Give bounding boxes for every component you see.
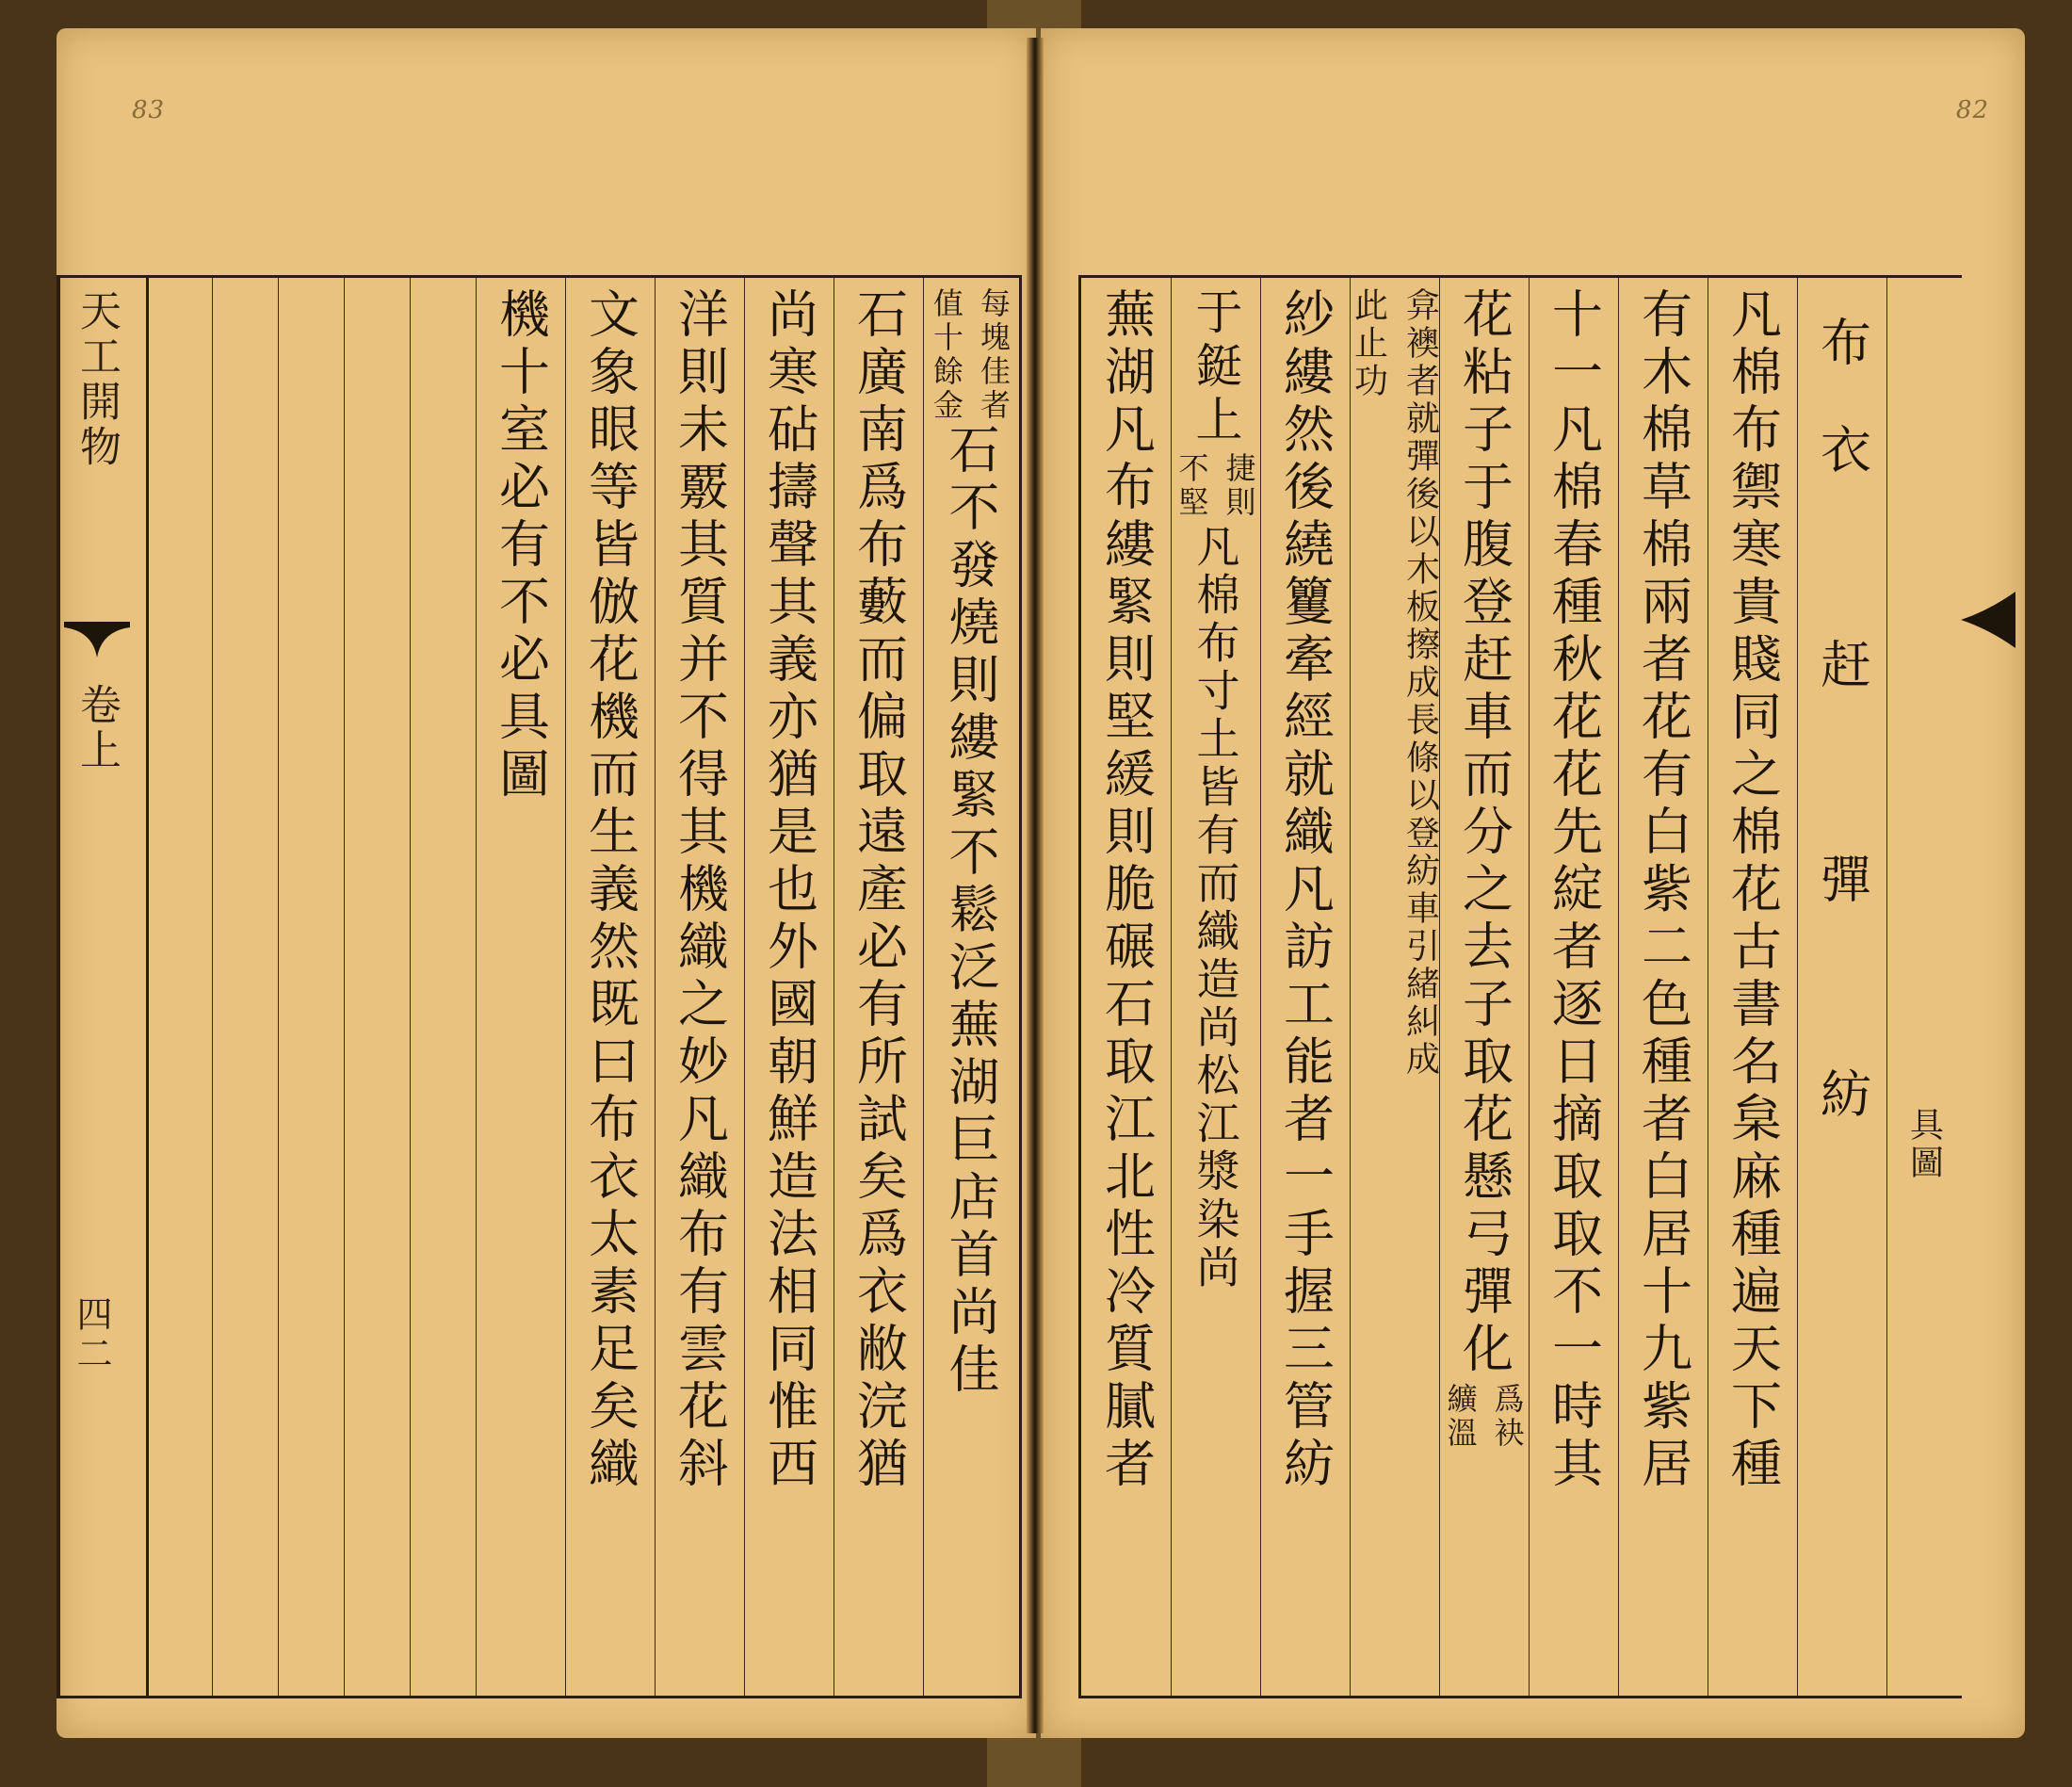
binding-thread-bottom — [987, 1733, 1081, 1787]
text-column — [1350, 278, 1440, 1696]
folio-number-right: 82 — [1955, 96, 1989, 124]
text-column — [1708, 278, 1798, 1696]
note-line: 不堅 — [1174, 452, 1210, 520]
note-line: 爲袂 — [1489, 1383, 1526, 1451]
column-text: 紗縷然後繞籰牽經就織凡訪工能者一手握三管紡 — [1275, 287, 1335, 1494]
column-text: 尚寒砧擣聲其義亦猶是也外國朝鮮造法相同惟西 — [759, 287, 819, 1494]
book-title: 天工開物 — [73, 289, 121, 470]
column-text: 于鋌上 — [1188, 287, 1243, 448]
text-column — [655, 278, 745, 1696]
interlinear-note — [1345, 287, 1445, 1079]
section-title: 布衣 赶 彈 紡 — [1812, 316, 1872, 1175]
interlinear-note — [1171, 452, 1261, 520]
right-page — [1041, 28, 2025, 1738]
blank-column — [278, 278, 345, 1696]
text-column — [1439, 278, 1530, 1696]
text-column — [1081, 278, 1172, 1696]
heading-column — [1797, 278, 1887, 1696]
column-text: 十一凡棉春種秋花花先綻者逐日摘取取不一時其 — [1544, 287, 1604, 1494]
blank-column — [410, 278, 477, 1696]
interlinear-note — [1439, 1383, 1530, 1451]
column-text: 文象眼等皆倣花機而生義然既曰布衣太素足矣織 — [580, 287, 640, 1494]
note-line: 捷則 — [1221, 452, 1257, 520]
column-text: 蕪湖凡布縷緊則堅緩則脆碾石取江北性冷質膩者 — [1096, 287, 1157, 1494]
heading-note: 具圖 — [1904, 1107, 1944, 1182]
text-column — [834, 278, 924, 1696]
blank-column — [146, 278, 213, 1696]
book-gutter — [1027, 38, 1044, 1733]
right-text-frame — [1078, 275, 1962, 1698]
left-page — [57, 28, 1036, 1738]
note-line: 此止功 — [1349, 287, 1388, 400]
column-text: 洋則未覈其質并不得其機織之妙凡織布有雲花斜 — [670, 287, 730, 1494]
text-column — [1529, 278, 1619, 1696]
blank-column — [344, 278, 411, 1696]
left-text-frame — [57, 275, 1022, 1698]
text-column — [476, 278, 566, 1696]
text-column — [744, 278, 834, 1696]
column-text: 凡棉布禦寒貴賤同之棉花古書名枲麻種遍天下種 — [1723, 287, 1783, 1494]
column-text: 機十室必有不必具圖 — [491, 287, 551, 804]
note-line: 值十餘金 — [929, 287, 964, 423]
column-text: 石不發燒則縷緊不鬆泛蕪湖巨店首尚佳 — [941, 423, 1000, 1400]
heading-note-column — [1886, 278, 1962, 1696]
folio-number-left: 83 — [132, 96, 166, 124]
text-column — [1618, 278, 1708, 1696]
column-text: 石廣南爲布藪而偏取遠產必有所試矣爲衣敝浣猶 — [849, 287, 909, 1494]
text-column — [565, 278, 656, 1696]
interlinear-note — [925, 287, 1015, 423]
fishtail-icon — [1961, 592, 2015, 648]
blank-column — [212, 278, 279, 1696]
note-line: 弇襖者就彈後以木板擦成長條以登紡車引緒糾成 — [1400, 287, 1440, 1079]
volume-label: 卷上 — [73, 683, 121, 773]
note-line: 纊溫 — [1442, 1383, 1479, 1451]
margin-band — [57, 278, 149, 1696]
text-column — [1260, 278, 1351, 1696]
column-text: 有木棉草棉兩者花有白紫二色種者白居十九紫居 — [1633, 287, 1693, 1494]
text-column — [1171, 278, 1261, 1696]
note-line: 每塊佳者 — [976, 287, 1012, 423]
leaf-number: 四二 — [71, 1295, 112, 1374]
text-column — [923, 278, 1017, 1696]
column-text: 凡棉布寸土皆有而織造尚松江漿染尚 — [1190, 524, 1241, 1292]
column-text: 花粘子于腹登赶車而分之去子取花懸弓彈化 — [1454, 287, 1514, 1379]
fishtail-icon — [64, 622, 130, 658]
